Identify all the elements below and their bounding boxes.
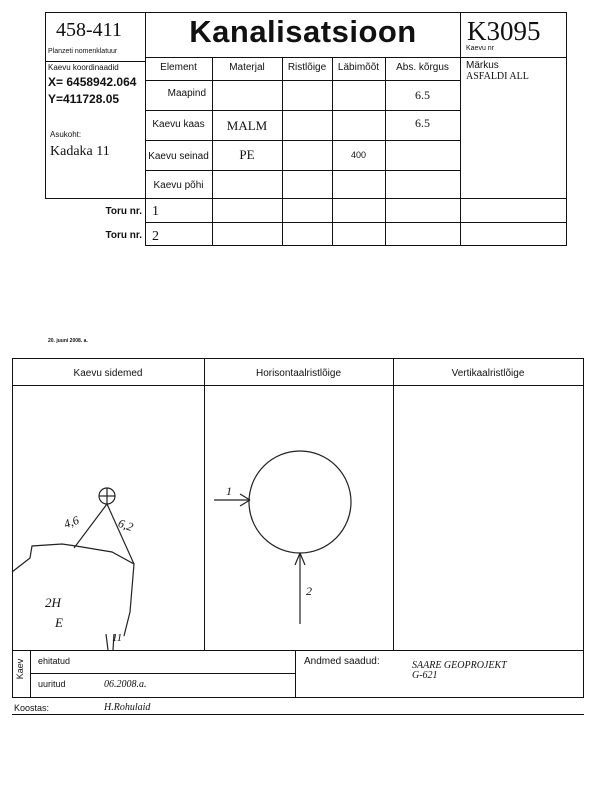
row-element-walls: Kaevu seinad — [148, 151, 209, 162]
surveyed-value: 06.2008.a. — [104, 679, 147, 690]
pipe-2-marker: 2 — [306, 584, 312, 598]
building-letter: E — [55, 615, 63, 630]
nomenclature-label: Planzeti nomenklatuur — [48, 48, 118, 55]
col-header-abs-height: Abs. kõrgus — [396, 62, 449, 73]
data-source-line1: SAARE GEOPROJEKT — [412, 660, 507, 671]
building-number: 2H — [45, 595, 61, 610]
coord-x: X= 6458942.064 — [48, 75, 137, 89]
remarks-value: ASFALDI ALL — [466, 71, 529, 82]
date-stamp: 20. juuni 2008. a. — [48, 338, 88, 344]
row-element-bottom: Kaevu põhi — [153, 180, 204, 191]
row-material-walls: PE — [239, 147, 255, 162]
row-element-cover: Kaevu kaas — [152, 119, 205, 130]
section-ties-title: Kaevu sidemed — [73, 368, 143, 379]
coords-label: Kaevu koordinaadid — [48, 63, 119, 72]
col-header-material: Materjal — [229, 62, 265, 73]
col-header-diameter: Läbimõõt — [337, 62, 380, 73]
row-diameter-walls: 400 — [350, 150, 367, 160]
remarks-label: Märkus — [466, 60, 499, 71]
compiled-underline — [12, 714, 584, 715]
coord-y: Y=411728.05 — [48, 92, 120, 106]
section-vertical-title: Vertikaalristlõige — [451, 368, 525, 379]
horizontal-sketch — [204, 386, 393, 650]
row-abs-ground: 6.5 — [415, 88, 430, 102]
col-header-cross-section: Ristlõige — [287, 62, 327, 73]
data-source-label: Andmed saadud: — [304, 656, 380, 667]
building-outline — [12, 544, 134, 636]
row-material-cover: MALM — [226, 118, 268, 133]
well-id-label: Kaevu nr — [466, 45, 495, 52]
location-value: Kadaka 11 — [50, 144, 110, 159]
surveyed-label: uuritud — [38, 679, 66, 689]
row-element-ground: Maapind — [167, 88, 206, 99]
col-header-element: Element — [160, 62, 197, 73]
page-title: Kanalisatsioon — [189, 14, 417, 49]
built-label: ehitatud — [38, 656, 71, 666]
pipe-1-value: 1 — [152, 204, 159, 219]
location-label: Asukoht: — [50, 130, 82, 139]
nomenclature-value: 458-411 — [56, 19, 122, 41]
well-side-label: Kaev — [15, 658, 25, 680]
compiled-value: H.Rohulaid — [104, 702, 151, 713]
pipe-2-label: Toru nr. — [105, 230, 142, 241]
ties-sketch — [12, 386, 204, 650]
data-source-line2: G-621 — [412, 670, 438, 681]
pipe-2-value: 2 — [152, 229, 159, 244]
well-circle — [249, 451, 351, 553]
pipe-1-marker: 1 — [226, 484, 232, 498]
compiled-label: Koostas: — [14, 703, 50, 713]
pipe-1-label: Toru nr. — [105, 206, 142, 217]
section-horizontal-title: Horisontaalristlõige — [255, 368, 342, 379]
tie-distance-a: 4,6 — [61, 512, 81, 532]
well-id: K3095 — [467, 16, 541, 46]
tie-distance-b: 6,2 — [116, 515, 136, 535]
row-abs-cover: 6.5 — [415, 116, 430, 130]
corner-label: 11 — [112, 632, 123, 644]
